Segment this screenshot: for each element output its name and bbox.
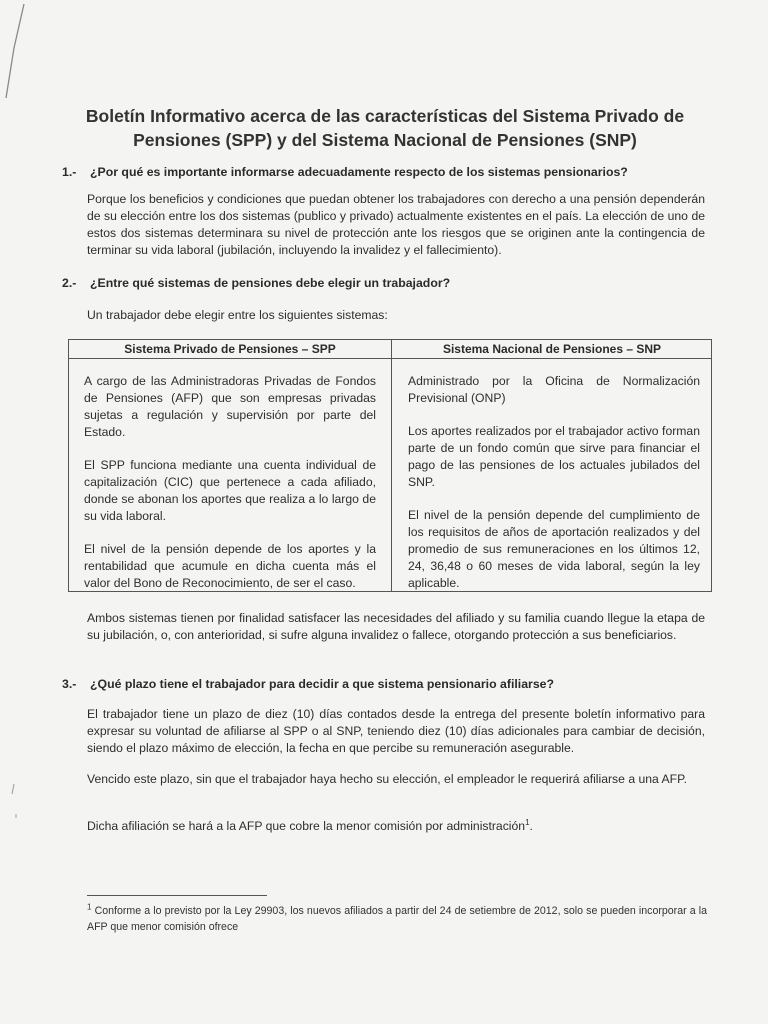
comparison-table bbox=[68, 339, 712, 592]
snp-paragraph-2: Los aportes realizados por el trabajador activo forman parte de un fondo común que sirve para financiar el pago de las pensiones de los actuales jubilados del SNP. bbox=[408, 424, 700, 489]
spp-paragraph-1: A cargo de las Administradoras Privadas de Fondos de Pensiones (AFP) que son empresas privadas sujetas a regulación y supervisión por parte del Estado. bbox=[84, 374, 376, 439]
table-header-divider bbox=[69, 358, 711, 359]
table-header-snp: Sistema Nacional de Pensiones – SNP bbox=[442, 342, 662, 356]
footnote-reference: 1 bbox=[525, 817, 530, 827]
footnote-divider bbox=[87, 895, 267, 896]
snp-paragraph-1: Administrado por la Oficina de Normalización Previsional (ONP) bbox=[408, 374, 700, 405]
section-1-heading bbox=[62, 165, 628, 179]
section-3-number: 3.- bbox=[62, 677, 77, 691]
spp-paragraph-3: El nivel de la pensión depende de los aportes y la rentabilidad que acumule en dicha cuenta más el valor del Bono de Reconocimiento, de ser el caso. bbox=[84, 542, 376, 590]
section-3-question: ¿Qué plazo tiene el trabajador para decidir a que sistema pensionario afiliarse? bbox=[90, 677, 555, 691]
section-1-paragraph: Porque los beneficios y condiciones que puedan obtener los trabajadores con derecho a una pensión dependerán de su elección entre los dos sistemas (publico y privado) actualmente existentes en el país. La elección de uno de estos dos sistemas determinara su nivel de protección ante los riesgos que se originen ante la contingencia de terminar su vida laboral (jubilación, incluyendo la invalidez y el fallecimiento). bbox=[87, 192, 705, 257]
table-cell-snp bbox=[408, 373, 700, 608]
section-2-closing: Ambos sistemas tienen por finalidad satisfacer las necesidades del afiliado y su familia cuando llegue la etapa de su jubilación, o, con anterioridad, si sufre alguna invalidez o fallece, otorgando protección a sus beneficiarios. bbox=[87, 611, 705, 642]
title-line-2: Pensiones (SPP) y del Sistema Nacional de Pensiones (SNP) bbox=[133, 130, 637, 150]
table-column-divider bbox=[391, 340, 392, 591]
section-3-paragraph-3 bbox=[87, 818, 705, 835]
section-3-last-text: Dicha afiliación se hará a la AFP que cobre la menor comisión por administración bbox=[87, 819, 526, 833]
section-3-paragraph-2: Vencido este plazo, sin que el trabajador haya hecho su elección, el empleador le requerirá afiliarse a una AFP. bbox=[87, 772, 688, 786]
section-3-paragraph-1: El trabajador tiene un plazo de diez (10) días contados desde la entrega del presente boletín informativo para expresar su voluntad de afiliarse al SPP o al SNP, teniendo diez (10) días adicionales para cambiar de decisión, siendo el plazo máximo de elección, la fecha en que percibe su remuneración asegurable. bbox=[87, 707, 705, 755]
section-2-number: 2.- bbox=[62, 276, 77, 290]
section-3-heading bbox=[62, 677, 554, 691]
spp-paragraph-2: El SPP funciona mediante una cuenta individual de capitalización (CIC) que pertenece a cada afiliado, donde se abonan los aportes que realiza a lo largo de su vida laboral. bbox=[84, 458, 376, 523]
section-1-number: 1.- bbox=[62, 165, 77, 179]
footnote bbox=[87, 903, 707, 935]
footnote-text: Conforme a lo previsto por la Ley 29903, los nuevos afiliados a partir del 24 de setiembre de 2012, solo se pueden incorporar a la AFP que menor comisión ofrece bbox=[87, 905, 707, 933]
title-line-1: Boletín Informativo acerca de las características del Sistema Privado de bbox=[85, 106, 685, 126]
snp-paragraph-3: El nivel de la pensión depende del cumplimiento de los requisitos de años de aportación realizados y del promedio de sus remuneraciones en los últimos 12, 24, 36,48 o 60 meses de vida laboral, según la ley aplicable. bbox=[408, 508, 700, 590]
table-header-spp: Sistema Privado de Pensiones – SPP bbox=[124, 342, 336, 356]
section-1-question: ¿Por qué es importante informarse adecuadamente respecto de los sistemas pensionarios? bbox=[90, 165, 628, 179]
footnote-marker: 1 bbox=[87, 902, 92, 912]
section-2-intro: Un trabajador debe elegir entre los siguientes sistemas: bbox=[87, 308, 388, 322]
document-title bbox=[60, 104, 710, 152]
table-cell-spp bbox=[84, 373, 376, 608]
scan-edge-mark bbox=[0, 0, 40, 110]
scan-speck bbox=[8, 780, 22, 820]
section-2-question: ¿Entre qué sistemas de pensiones debe elegir un trabajador? bbox=[90, 276, 451, 290]
section-2-heading bbox=[62, 276, 450, 290]
period: . bbox=[529, 819, 533, 833]
